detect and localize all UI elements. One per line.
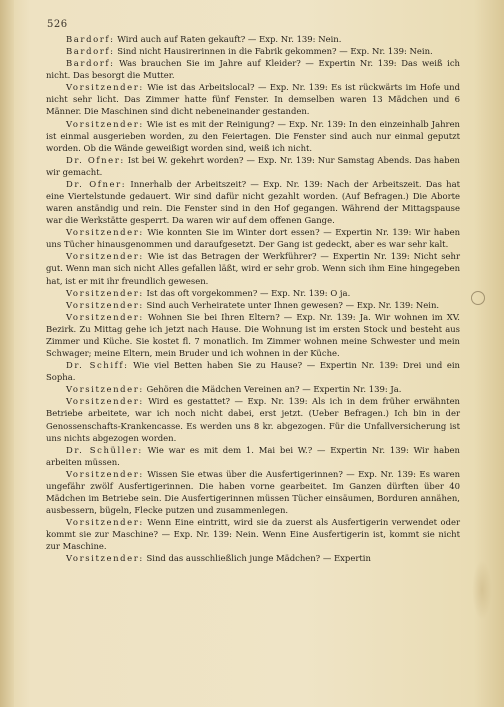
transcript-paragraph (46, 383, 460, 395)
speech-text: Wissen Sie etwas über die Ausfertigerinnen? — Exp. Nr. 139: Es waren ungefähr zwölf Ausfertigerinnen. Die haben vorne gearbeitet. Im Ganzen dürften über 40 Mädchen im Betriebe sein. Die Ausfertigerinnen müssen Tücher einsäumen, Borduren annähen, ausbessern, bügeln, Flecke putzen und zusammenlegen. (46, 468, 460, 516)
speech-text: Wohnen Sie bei Ihren Eltern? — Exp. Nr. 139: Ja. Wir wohnen im XV. Bezirk. Zu Mittag gehe ich jetzt nach Hause. Die Wohnung ist im ersten Stock und besteht aus Zimmer und Küche. Sie kostet fl. 7 monatlich. Im Zimmer wohnen meine Schwester und mein Schwager; meine Eltern, mein Bruder und ich wohnen in der Küche. (46, 311, 460, 359)
speech-text: Wie ist das Betragen der Werkführer? — Expertin Nr. 139: Nicht sehr gut. Wenn man sich nicht Alles gefallen läßt, wird er sehr grob. Wenn sich ihm Eine hingegeben hat, ist er mit ihr freundlich gewesen. (46, 251, 460, 286)
transcript-paragraph (46, 359, 460, 383)
speaker-name: Vorsitzender: (66, 227, 144, 238)
page-number: 526 (47, 19, 68, 30)
speaker-name: Dr. Ofner: (66, 154, 125, 165)
transcript-paragraph (46, 178, 460, 226)
speech-text: Sind nicht Hausirerinnen in die Fabrik gekommen? — Exp. Nr. 139: Nein. (114, 46, 433, 57)
transcript-paragraph (46, 57, 460, 81)
transcript-paragraph (46, 299, 460, 311)
speaker-name: Vorsitzender: (66, 82, 144, 93)
speech-text: Sind das ausschließlich junge Mädchen? — Expertin (143, 553, 371, 564)
speech-text: Wie viel Betten haben Sie zu Hause? — Expertin Nr. 139: Drei und ein Sopha. (46, 360, 460, 383)
transcript-paragraph (46, 287, 460, 299)
transcript-paragraph (46, 468, 460, 516)
transcript-paragraph (46, 226, 460, 250)
speaker-name: Vorsitzender: (66, 517, 144, 528)
speech-text: Sind auch Verheiratete unter Ihnen gewesen? — Exp. Nr. 139: Nein. (143, 299, 440, 310)
speaker-name: Vorsitzender: (66, 299, 144, 310)
speaker-name: Vorsitzender: (66, 287, 144, 298)
transcript-paragraph (46, 250, 460, 286)
transcript-paragraph (46, 311, 460, 359)
speaker-name: Dr. Schüller: (66, 444, 143, 455)
book-gutter (0, 0, 14, 707)
speaker-name: Dr. Schiff: (66, 360, 129, 371)
speech-text: Wird es gestattet? — Exp. Nr. 139: Als ich in dem früher erwähnten Betriebe arbeitete, war ich noch nicht dabei, erst jetzt. (Ueber Befragen.) Ich bin in der Genossenschafts-Krankencasse. Es werden uns 8 kr. abgezogen. Für die Unfallversicherung ist uns nichts abgezogen worden. (46, 396, 460, 443)
speech-text: Wenn Eine eintritt, wird sie da zuerst als Ausfertigerin verwendet oder kommt sie zur Maschine? — Exp. Nr. 139: Nein. Wenn Eine Ausfertigerin ist, kommt sie nicht zur Maschine. (46, 517, 460, 552)
speech-text: Gehören die Mädchen Vereinen an? — Expertin Nr. 139: Ja. (143, 384, 402, 395)
speaker-name: Vorsitzender: (66, 311, 144, 322)
speech-text: Wie konnten Sie im Winter dort essen? — Expertin Nr. 139: Wir haben uns Tücher hinausgenommen und daraufgesetzt. Der Gang ist gedeckt, aber es war sehr kalt. (46, 227, 460, 250)
speaker-name: Vorsitzender: (66, 553, 144, 564)
speaker-name: Bardorf: (66, 46, 115, 57)
transcript-paragraph (46, 154, 460, 178)
speaker-name: Dr. Ofner: (66, 178, 127, 189)
speech-text: Wie ist das Arbeitslocal? — Exp. Nr. 139: Es ist rückwärts im Hofe und nicht sehr licht. Das Zimmer hatte fünf Fenster. In demselben waren 13 Mädchen und 6 Männer. Die Maschinen sind dicht nebeneinander gestanden. (46, 82, 460, 117)
speaker-name: Bardorf: (66, 34, 115, 44)
transcript-body (46, 33, 460, 564)
speech-text: Wie war es mit dem 1. Mai bei W.? — Expertin Nr. 139: Wir haben arbeiten müssen. (46, 444, 460, 467)
paper-stain (472, 560, 492, 620)
margin-mark (471, 291, 485, 305)
transcript-paragraph (46, 45, 460, 57)
speaker-name: Vorsitzender: (66, 251, 144, 262)
speaker-name: Vorsitzender: (66, 384, 144, 395)
speaker-name: Vorsitzender: (66, 468, 144, 479)
transcript-paragraph (46, 33, 460, 45)
transcript-paragraph (46, 516, 460, 552)
transcript-paragraph (46, 552, 460, 564)
transcript-paragraph (46, 395, 460, 443)
speech-text: Wie ist es mit der Reinigung? — Exp. Nr. 139: In den einzeinhalb Jahren ist einmal ausgerieben worden, zu den Feiertagen. Die Fenster sind auch nur einmal geputzt worden. Ob die Wände geweißigt worden sind, weiß ich nicht. (46, 118, 460, 153)
transcript-paragraph (46, 81, 460, 117)
transcript-paragraph (46, 118, 460, 154)
speech-text: Innerhalb der Arbeitszeit? — Exp. Nr. 139: Nach der Arbeitszeit. Das hat eine Viertelstunde gedauert. Wir sind dafür nicht gezahlt worden. (Auf Befragen.) Die Aborte waren anständig und rein. Die Fenster sind in den Hof gegangen. Während der Mittagspause war die Werkstätte gesperrt. Da waren wir auf dem offenen Gange. (46, 178, 461, 226)
speaker-name: Vorsitzender: (66, 118, 144, 129)
speech-text: Wird auch auf Raten gekauft? — Exp. Nr. 139: Nein. (114, 34, 342, 44)
speaker-name: Bardorf: (66, 58, 115, 69)
speech-text: Ist bei W. gekehrt worden? — Exp. Nr. 139: Nur Samstag Abends. Das haben wir gemacht. (46, 154, 460, 177)
transcript-paragraph (46, 444, 460, 468)
speaker-name: Vorsitzender: (66, 396, 144, 407)
speech-text: Ist das oft vorgekommen? — Exp. Nr. 139: O ja. (143, 287, 351, 298)
speech-text: Was brauchen Sie im Jahre auf Kleider? — Expertin Nr. 139: Das weiß ich nicht. Das besorgt die Mutter. (46, 58, 460, 81)
